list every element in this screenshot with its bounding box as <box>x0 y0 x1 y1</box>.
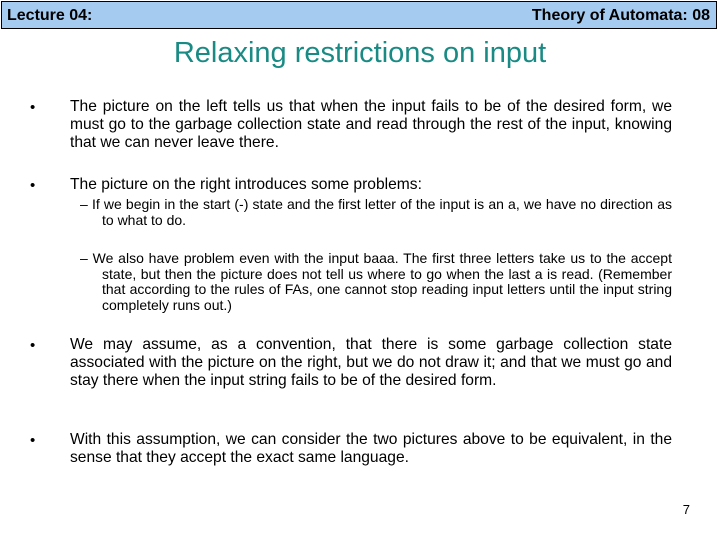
subbullet-1 <box>80 197 672 228</box>
bullet-marker: • <box>30 337 36 354</box>
bullet-text-3: We may assume, as a convention, that there is some garbage collection state associated with the picture on the right, but we do not draw it; and that we must go and stay there when the input string fails to be of the desired form. <box>70 336 672 389</box>
subbullet-2 <box>80 251 672 313</box>
sub-dash: – <box>80 196 88 212</box>
bullet-marker: • <box>30 177 36 194</box>
sub-dash: – <box>80 250 88 266</box>
course-label: Theory of Automata: 08 <box>531 7 710 24</box>
subbullet-text-2: We also have problem even with the input baaa. The first three letters take us to the accept state, but then the picture does not tell us where to go when the last a is read. (Remember that according to the rules of FAs, one cannot stop reading input letters until the input string completely runs out.) <box>92 250 672 313</box>
slide-title: Relaxing restrictions on input <box>173 37 547 69</box>
bullet-text-2: The picture on the right introduces some problems: <box>70 176 422 193</box>
lecture-label: Lecture 04: <box>7 7 93 24</box>
subbullet-text-1: If we begin in the start (-) state and the first letter of the input is an a, we have no direction as to what to do. <box>91 196 672 228</box>
bullet-text-4: With this assumption, we can consider the two pictures above to be equivalent, in the sense that they accept the exact same language. <box>70 431 672 466</box>
bullet-marker: • <box>30 432 36 449</box>
bullet-marker: • <box>30 99 36 116</box>
slide-header <box>1 1 717 29</box>
bullet-text-1: The picture on the left tells us that when the input fails to be of the desired form, we must go to the garbage collection state and read through the rest of the input, knowing that we can never leave there. <box>70 98 672 151</box>
page-number: 7 <box>682 502 690 517</box>
